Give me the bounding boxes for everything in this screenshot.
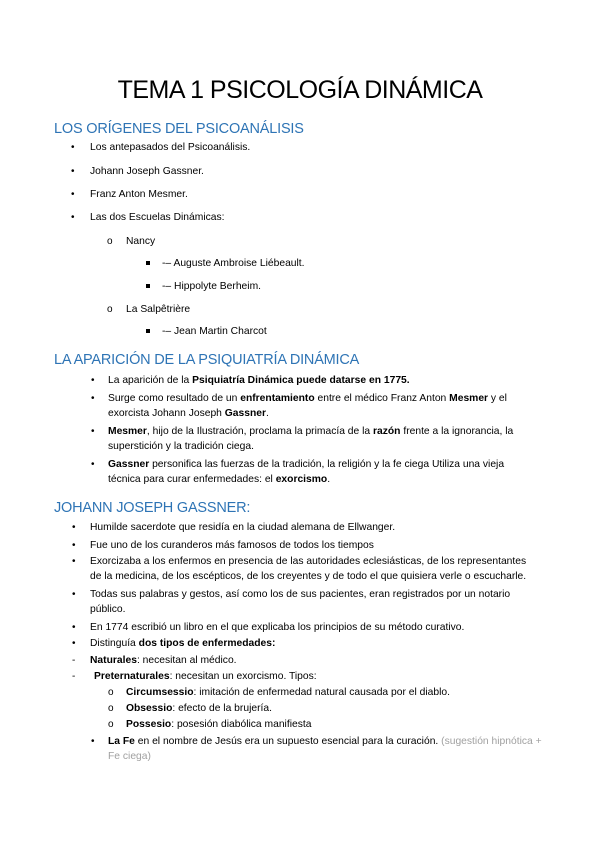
bullet-icon: • xyxy=(71,212,75,223)
bullet-icon: • xyxy=(72,589,76,600)
list-item: Obsessio: efecto de la brujería. xyxy=(126,703,272,714)
section-heading-psychiatry: LA APARICIÓN DE LA PSIQUIATRÍA DINÁMICA xyxy=(54,352,360,368)
circle-bullet-icon: o xyxy=(108,687,114,698)
square-bullet-icon xyxy=(146,284,150,288)
list-item: La Fe en el nombre de Jesús era un supuesto esencial para la curación. (sugestión hipnótica + xyxy=(108,736,542,747)
bullet-icon: • xyxy=(91,393,95,404)
paragraph-line: Gassner personifica las fuerzas de la tradición, la religión y la fe ciega Utiliza una vieja xyxy=(108,459,505,470)
list-item: En 1774 escribió un libro en el que explicaba los principios de su método curativo. xyxy=(90,622,465,633)
paragraph-line: Surge como resultado de un enfrentamiento entre el médico Franz Anton Mesmer y el xyxy=(108,393,507,404)
paragraph-line: Mesmer, hijo de la Ilustración, proclama la primacía de la razón frente a la ignorancia, la xyxy=(108,426,514,437)
list-item: Las dos Escuelas Dinámicas: xyxy=(90,212,225,223)
section-heading-gassner: JOHANN JOSEPH GASSNER: xyxy=(54,500,251,516)
circle-bullet-icon: o xyxy=(107,236,113,247)
bullet-icon: • xyxy=(91,426,95,437)
bullet-icon: • xyxy=(71,189,75,200)
list-item: Preternaturales: necesitan un exorcismo. Tipos: xyxy=(94,671,317,682)
list-item: Possesio: posesión diabólica manifiesta xyxy=(126,719,312,730)
list-item: Exorcizaba a los enfermos en presencia de las autoridades eclesiásticas, de los representantes xyxy=(90,556,527,567)
list-item: -– Auguste Ambroise Liébeault. xyxy=(162,258,305,269)
circle-bullet-icon: o xyxy=(108,719,114,730)
list-item: Nancy xyxy=(126,236,156,247)
section-heading-origins: LOS ORÍGENES DEL PSICOANÁLISIS xyxy=(54,121,304,137)
list-item: Distinguía dos tipos de enfermedades: xyxy=(90,638,276,649)
square-bullet-icon xyxy=(146,261,150,265)
bullet-icon: • xyxy=(71,142,75,153)
square-bullet-icon xyxy=(146,329,150,333)
paragraph-line: exorcista Johann Joseph Gassner. xyxy=(108,408,269,419)
paragraph-line: técnica para curar enfermedades: el exorcismo. xyxy=(108,474,331,485)
bullet-icon: • xyxy=(72,522,76,533)
list-item: Fe ciega) xyxy=(108,751,151,762)
list-item: La Salpêtrière xyxy=(126,304,191,315)
list-item: Fue uno de los curanderos más famosos de todos los tiempos xyxy=(90,540,374,551)
list-item: Todas sus palabras y gestos, así como los de sus pacientes, eran registrados por un notario xyxy=(90,589,511,600)
bullet-icon: • xyxy=(72,638,76,649)
list-item: Los antepasados del Psicoanálisis. xyxy=(90,142,251,153)
list-item: público. xyxy=(90,604,126,615)
list-item: -– Jean Martin Charcot xyxy=(162,326,267,337)
circle-bullet-icon: o xyxy=(107,304,113,315)
list-item: Franz Anton Mesmer. xyxy=(90,189,188,200)
page-title: TEMA 1 PSICOLOGÍA DINÁMICA xyxy=(117,76,483,104)
list-item: Humilde sacerdote que residía en la ciudad alemana de Ellwanger. xyxy=(90,522,396,533)
bullet-icon: • xyxy=(72,540,76,551)
bullet-icon: • xyxy=(72,556,76,567)
list-item: Circumsessio: imitación de enfermedad natural causada por el diablo. xyxy=(126,687,450,698)
dash-bullet-icon: - xyxy=(72,655,76,666)
list-item: Naturales: necesitan al médico. xyxy=(90,655,237,666)
bullet-icon: • xyxy=(72,622,76,633)
bullet-icon: • xyxy=(91,375,95,386)
bullet-icon: • xyxy=(91,459,95,470)
list-item: Johann Joseph Gassner. xyxy=(90,166,204,177)
bullet-icon: • xyxy=(91,736,95,747)
paragraph-line: superstición y la tradición ciega. xyxy=(108,441,254,452)
bullet-icon: • xyxy=(71,166,75,177)
list-item: de la medicina, de los escépticos, de los creyentes y de todo el que quisiera verle o escucharle. xyxy=(90,571,527,582)
circle-bullet-icon: o xyxy=(108,703,114,714)
list-item: -– Hippolyte Berheim. xyxy=(162,281,262,292)
paragraph-line: La aparición de la Psiquiatría Dinámica puede datarse en 1775. xyxy=(108,375,410,386)
dash-bullet-icon: - xyxy=(72,671,76,682)
